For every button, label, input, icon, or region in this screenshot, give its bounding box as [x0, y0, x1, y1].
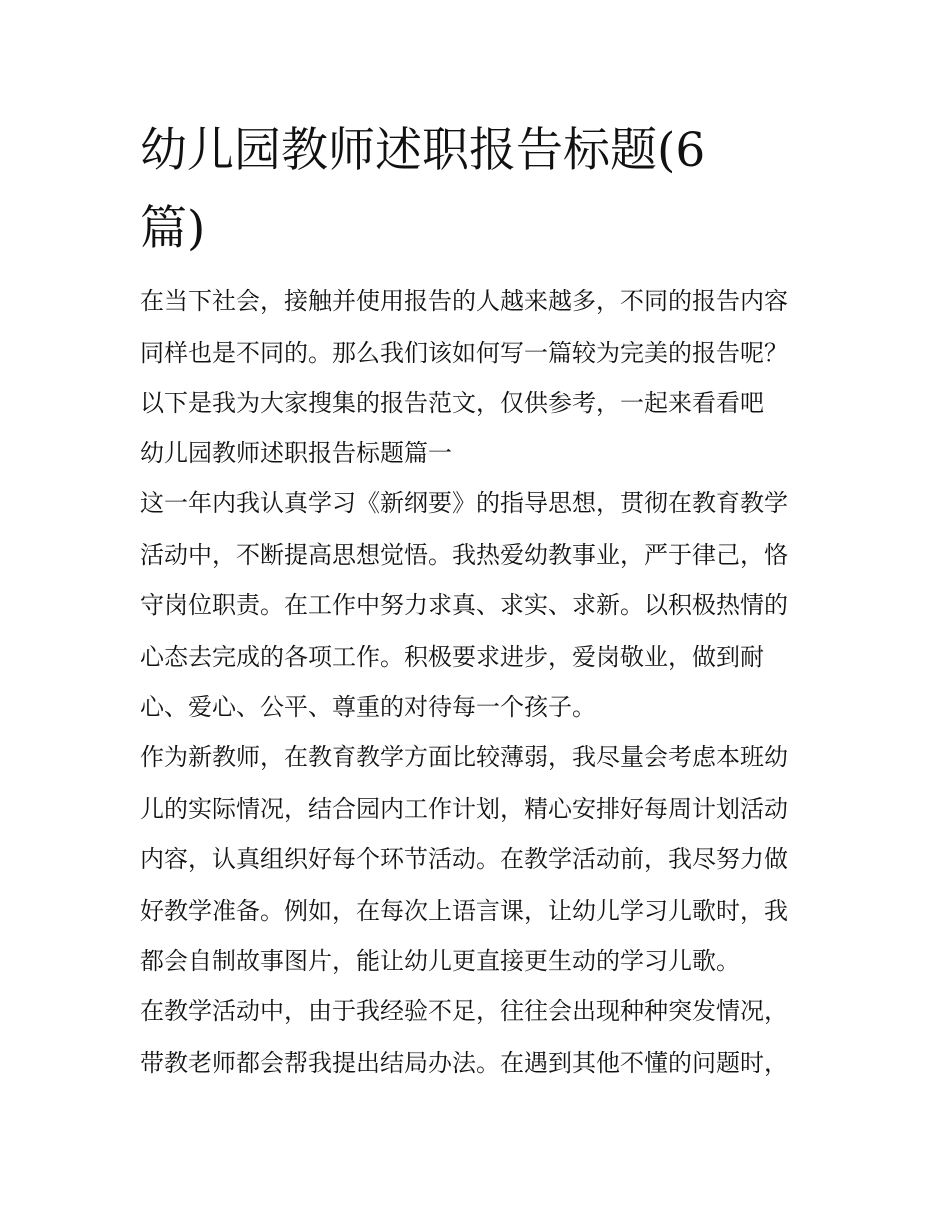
document-title — [140, 112, 820, 268]
paragraph-line: 活动中，不断提高思想觉悟。我热爱幼教事业，严于律己，恪 — [140, 541, 788, 569]
title-line: 幼儿园教师述职报告标题(6 — [140, 123, 706, 178]
intro-line: 以下是我为大家搜集的报告范文，仅供参考，一起来看看吧 — [140, 389, 764, 417]
paragraph-line: 这一年内我认真学习《新纲要》的指导思想，贯彻在教育教学 — [140, 489, 788, 517]
paragraph-line: 心态去完成的各项工作。积极要求进步，爱岗敬业，做到耐 — [140, 643, 764, 671]
paragraph-line: 带教老师都会帮我提出结局办法。在遇到其他不懂的问题时， — [140, 1049, 788, 1077]
paragraph-line: 好教学准备。例如，在每次上语言课，让幼儿学习儿歌时，我 — [140, 897, 788, 925]
intro-line: 同样也是不同的。那么我们该如何写一篇较为完美的报告呢？ — [140, 339, 788, 367]
paragraph-line: 作为新教师，在教育教学方面比较薄弱，我尽量会考虑本班幼 — [140, 743, 788, 771]
section-heading: 幼儿园教师述职报告标题篇一 — [140, 439, 452, 467]
title-line: 篇) — [140, 201, 206, 256]
intro-line: 在当下社会，接触并使用报告的人越来越多，不同的报告内容 — [140, 287, 788, 315]
paragraph-line: 内容，认真组织好每个环节活动。在教学活动前，我尽努力做 — [140, 845, 788, 873]
paragraph-line: 儿的实际情况，结合园内工作计划，精心安排好每周计划活动 — [140, 795, 788, 823]
paragraph-line: 心、爱心、公平、尊重的对待每一个孩子。 — [140, 693, 596, 721]
paragraph-line: 守岗位职责。在工作中努力求真、求实、求新。以积极热情的 — [140, 591, 788, 619]
paragraph-line: 都会自制故事图片，能让幼儿更直接更生动的学习儿歌。 — [140, 947, 740, 975]
paragraph-line: 在教学活动中，由于我经验不足，往往会出现种种突发情况， — [140, 997, 788, 1025]
